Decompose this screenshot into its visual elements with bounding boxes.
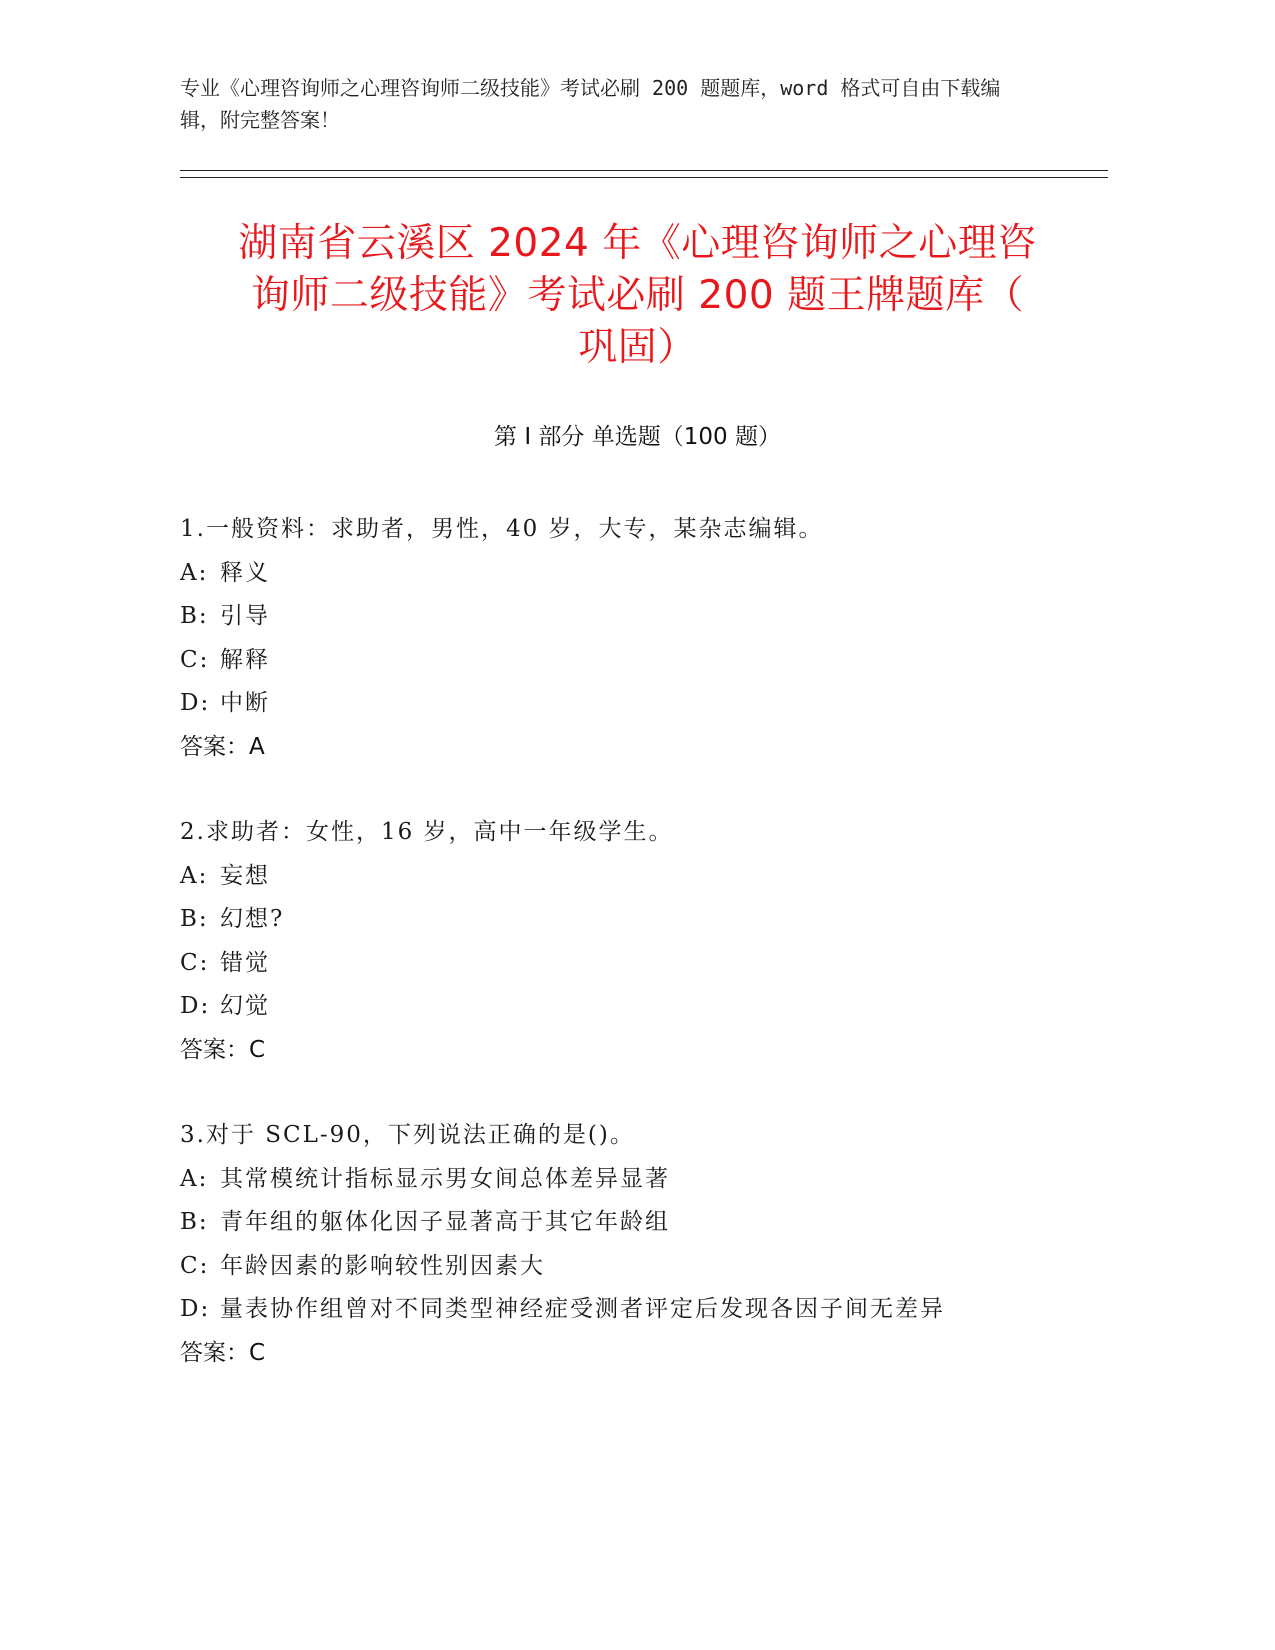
option-text: 引导 [220, 603, 270, 629]
option-key: B: [180, 603, 209, 629]
header-divider-bottom [180, 177, 1108, 178]
option-text: 释义 [220, 559, 270, 586]
option-key: A: [180, 1165, 209, 1192]
option-b [180, 898, 1120, 942]
section-heading: 第 I 部分 单选题（100 题） [494, 424, 781, 450]
option-text: 幻觉 [220, 993, 270, 1019]
option-text: 解释 [220, 646, 270, 673]
option-key: C: [180, 646, 210, 673]
option-key: A: [180, 862, 209, 889]
option-text: 年龄因素的影响较性别因素大 [220, 1252, 545, 1279]
option-a [180, 552, 1120, 596]
option-key: B: [180, 906, 209, 932]
option-d [180, 682, 1120, 726]
option-text: 错觉 [220, 949, 270, 976]
title-line-1: 湖南省云溪区 2024 年《心理咨询师之心理咨 [238, 221, 1037, 266]
question-stem: 1.一般资料：求助者，男性，40 岁，大专，某杂志编辑。 [180, 516, 824, 542]
option-key: A: [180, 559, 209, 586]
option-key: C: [180, 949, 210, 976]
option-d [180, 1288, 1120, 1332]
option-key: B: [180, 1209, 209, 1235]
question-1 [180, 508, 1120, 769]
option-text: 妄想 [220, 862, 270, 889]
option-text: 其常模统计指标显示男女间总体差异显著 [220, 1165, 670, 1192]
option-key: C: [180, 1252, 210, 1279]
option-c [180, 942, 1120, 986]
option-a [180, 855, 1120, 899]
header-divider-top [180, 170, 1108, 171]
answer-line: 答案：C [180, 1339, 266, 1366]
option-c [180, 1245, 1120, 1289]
title-line-2: 询师二级技能》考试必刷 200 题王牌题库（ [250, 273, 1025, 318]
option-text: 中断 [220, 690, 270, 716]
option-text: 青年组的躯体化因子显著高于其它年龄组 [220, 1209, 670, 1235]
question-2 [180, 811, 1120, 1072]
option-b [180, 595, 1120, 639]
option-text: 幻想? [220, 906, 285, 932]
question-stem: 3.对于 SCL-90，下列说法正确的是()。 [180, 1122, 635, 1148]
option-key: D: [180, 993, 211, 1019]
option-key: D: [180, 1296, 211, 1322]
question-list [180, 508, 1120, 1417]
option-a [180, 1158, 1120, 1202]
document-title [170, 218, 1105, 374]
answer-line: 答案：C [180, 1036, 266, 1063]
question-stem: 2.求助者：女性，16 岁，高中一年级学生。 [180, 819, 674, 845]
question-3 [180, 1114, 1120, 1375]
option-d [180, 985, 1120, 1029]
answer-line: 答案：A [180, 733, 265, 760]
document-intro: 专业《心理咨询师之心理咨询师二级技能》考试必刷 200 题题库，word 格式可自由下载编辑，附完整答案！ [180, 76, 1001, 132]
option-b [180, 1201, 1120, 1245]
option-text: 量表协作组曾对不同类型神经症受测者评定后发现各因子间无差异 [220, 1296, 945, 1322]
option-c [180, 639, 1120, 683]
option-key: D: [180, 690, 211, 716]
title-line-3: 巩固） [578, 325, 697, 370]
